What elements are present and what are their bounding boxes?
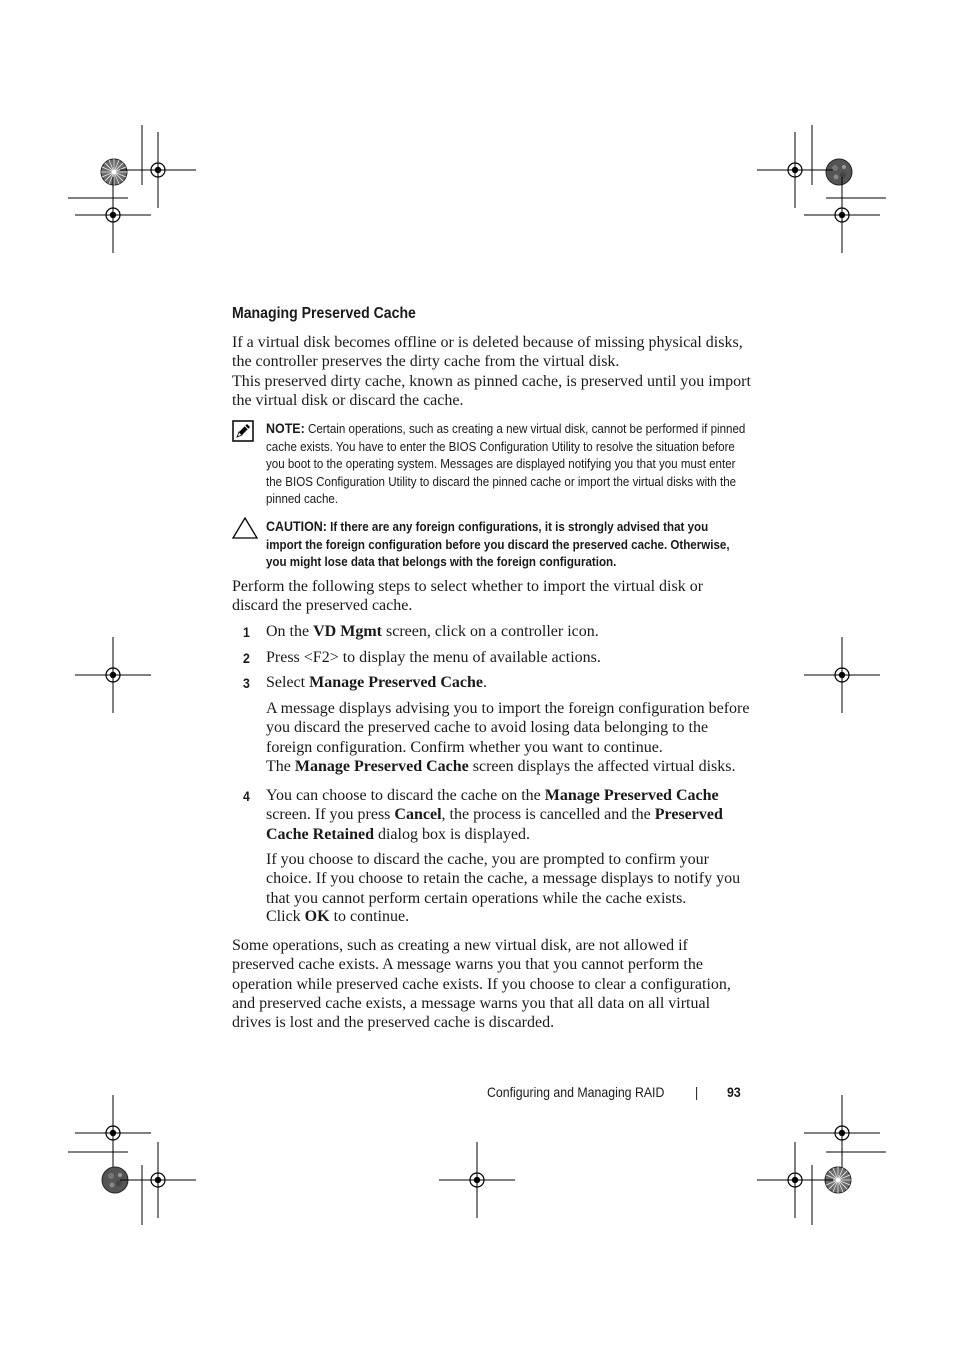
vd-mgmt-label: VD Mgmt bbox=[313, 623, 382, 640]
step-2-text: Press <F2> to display the menu of available actions. bbox=[266, 649, 601, 666]
page-number: 93 bbox=[727, 1084, 741, 1100]
intro-paragraph-2: This preserved dirty cache, known as pinned cache, is preserved until you import the virtual disk or discard the cache. bbox=[232, 373, 751, 410]
note-text: Certain operations, such as creating a new virtual disk, cannot be performed if pinned cache exists. You have to enter the BIOS Configuration Utility to resolve the situation before you boot to the operating system. Messages are displayed notifying you that you must enter the BIOS Configuration Utility to discard the pinned cache or import the virtual disks with the pinned cache. bbox=[266, 421, 746, 507]
registration-mark-icon bbox=[757, 132, 833, 208]
step-3-detail-2: The Manage Preserved Cache screen displays the affected virtual disks. bbox=[266, 758, 736, 775]
step-4-detail: If you choose to discard the cache, you are prompted to confirm your choice. If you choose to retain the cache, a message displays to notify you that you cannot perform certain operations while the cache exists. bbox=[266, 851, 741, 907]
registration-mark-icon bbox=[75, 1095, 151, 1171]
caution-block bbox=[266, 518, 747, 571]
note-block bbox=[266, 420, 747, 508]
registration-mark-icon bbox=[120, 132, 196, 208]
step-4-detail-2: Click OK to continue. bbox=[266, 908, 410, 925]
registration-mark-icon bbox=[804, 1095, 880, 1171]
registration-mark-icon bbox=[826, 159, 852, 185]
registration-mark-icon bbox=[804, 177, 880, 253]
steps-intro: Perform the following steps to select whether to import the virtual disk or discard the preserved cache. bbox=[232, 578, 704, 615]
step-3-text: Select Manage Preserved Cache. bbox=[266, 674, 487, 691]
caution-triangle-icon bbox=[232, 517, 258, 544]
step-number: 3 bbox=[243, 675, 250, 691]
registration-mark-icon bbox=[439, 1142, 515, 1218]
step-number: 2 bbox=[243, 650, 250, 666]
footer-chapter: Configuring and Managing RAID bbox=[487, 1084, 665, 1100]
step-1-text: On the VD Mgmt screen, click on a controller icon. bbox=[266, 623, 599, 640]
registration-mark-icon bbox=[804, 637, 880, 713]
caution-label: CAUTION: bbox=[266, 518, 327, 534]
step-4-text: You can choose to discard the cache on the Manage Preserved Cache screen. If you press Cancel, the process is cancelled and the Preserved Cache Retained dialog box is displayed. bbox=[266, 787, 723, 843]
registration-mark-icon bbox=[120, 1142, 196, 1218]
note-pencil-icon bbox=[232, 420, 254, 447]
manage-preserved-cache-label: Manage Preserved Cache bbox=[309, 674, 483, 691]
closing-paragraph: Some operations, such as creating a new virtual disk, are not allowed if preserved cache exists. A message warns you that you cannot perform the operation while preserved cache exists. If you choose to clear a configuration, and preserved cache exists, a message warns you that all data on all virtual drives is lost and the preserved cache is discarded. bbox=[232, 937, 731, 1032]
section-heading: Managing Preserved Cache bbox=[232, 305, 416, 322]
registration-mark-icon bbox=[75, 637, 151, 713]
caution-text: If there are any foreign configurations, it is strongly advised that you import the foreign configuration before you discard the preserved cache. Otherwise, you might lose data that belongs with the foreign configuration. bbox=[266, 519, 730, 570]
step-number: 1 bbox=[243, 624, 250, 640]
note-label: NOTE: bbox=[266, 420, 305, 436]
registration-mark-icon bbox=[757, 1142, 833, 1218]
footer-separator: | bbox=[695, 1084, 699, 1100]
registration-mark-icon bbox=[101, 159, 127, 185]
intro-paragraph-1: If a virtual disk becomes offline or is deleted because of missing physical disks, the controller preserves the dirty cache from the virtual disk. bbox=[232, 334, 743, 371]
step-3-detail: A message displays advising you to import the foreign configuration before you discard the preserved cache to avoid losing data belonging to the foreign configuration. Confirm whether you want to continue. bbox=[266, 700, 750, 756]
registration-mark-icon bbox=[75, 177, 151, 253]
step-number: 4 bbox=[243, 788, 250, 804]
